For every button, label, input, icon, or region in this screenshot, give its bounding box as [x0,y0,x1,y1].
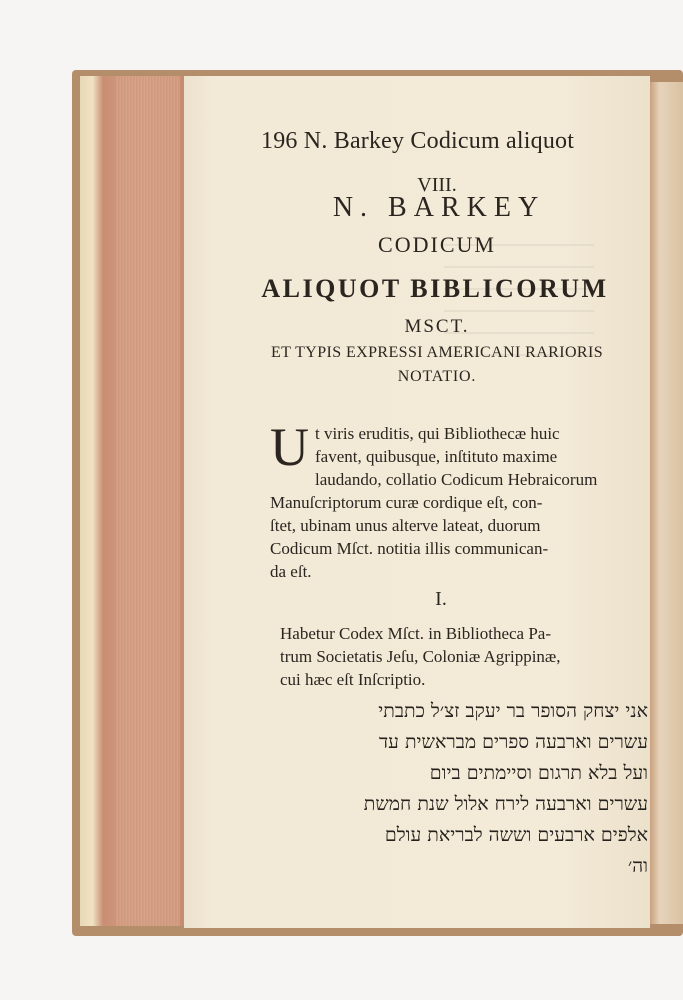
page-block-edge [80,76,185,926]
paragraph-line: Codicum Mſct. notitia illis communican- [270,539,549,558]
running-head: 196 N. Barkey Codicum aliquot [261,128,575,154]
paragraph-line: laudando, collatio Codicum Hebraicorum [315,470,598,489]
subsection-number: I. [435,588,447,610]
fore-edge [116,76,180,926]
hebrew-line: ועל בלא תרגום וסיימתים ביום [429,762,648,784]
drop-cap: U [270,417,309,477]
subtitle-line-2: NOTATIO. [397,368,477,385]
book-page [184,76,650,928]
hebrew-line: עשרים וארבעה לירח אלול שנת חמשת [363,793,648,815]
paragraph-line: trum Societatis Jeſu, Coloniæ Agrippinæ, [280,647,561,666]
paragraph-line: ſtet, ubinam unus alterve lateat, duorum [270,516,541,535]
paragraph-line: Habetur Codex Mſct. in Bibliotheca Pa- [280,624,551,643]
hebrew-line: וה׳ [627,855,648,877]
hebrew-line: אני יצחק הסופר בר יעקב זצ׳ל כתבתי [378,700,648,722]
paragraph-line: favent, quibusque, inſtituto maxime [315,447,558,466]
paragraph-line: t viris eruditis, qui Bibliothecæ huic [315,424,560,443]
hebrew-inscription [268,696,648,882]
hebrew-line: אלפים ארבעים וששה לבריאת עולם [384,824,648,846]
section-number: VIII. [417,174,457,196]
paragraph-one [280,622,650,691]
title-line-1: CODICUM [378,232,496,257]
hebrew-line: עשרים וארבעה ספרים מבראשית עד [379,731,648,753]
author-name: N. BARKEY [332,192,546,223]
intro-paragraph [270,417,648,583]
paragraph-line: da eſt. [270,562,312,581]
title-line-2: ALIQUOT BIBLICORUM [261,274,609,303]
paragraph-line: Manuſcriptorum curæ cordique eſt, con- [270,493,543,512]
title-line-3: MSCT. [404,316,470,337]
subtitle-line-1: ET TYPIS EXPRESSI AMERICANI RARIORIS [270,344,604,361]
paragraph-line: cui hæc eſt Inſcriptio. [280,670,426,689]
